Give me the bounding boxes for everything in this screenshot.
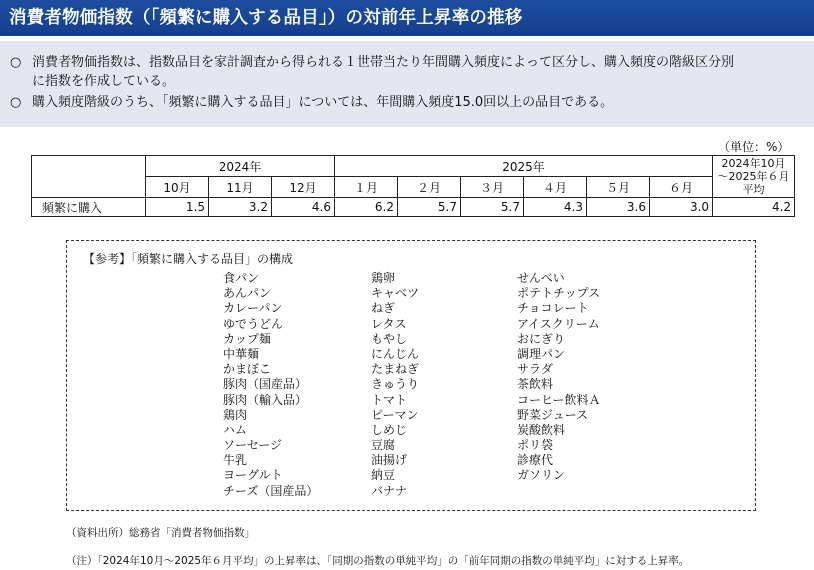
item-list-entry: しめじ	[371, 422, 408, 437]
month-header-row	[32, 177, 795, 198]
bullet-text: 消費者物価指数は、指数品目を家計調査から得られる１世帯当たり年間購入頻度によって区分し、購入頻度の階級区分別	[32, 55, 735, 70]
item-column-1	[223, 271, 318, 499]
item-list-entry: きゅうり	[371, 377, 420, 392]
item-list-entry: ゆでうどん	[223, 316, 284, 331]
bullet-text-cont: に指数を作成している。	[32, 74, 176, 89]
month-header: 11月	[209, 177, 272, 198]
value-cell: 4.3	[524, 198, 587, 217]
row-label: 頻繁に購入	[32, 198, 146, 217]
month-header: ５月	[587, 177, 650, 198]
month-header: 10月	[146, 177, 209, 198]
reference-title: 【参考】「頻繁に購入する品目」の構成	[83, 252, 294, 266]
item-list-entry: にんじん	[371, 346, 420, 361]
item-list-entry: 豚肉（国産品）	[223, 377, 308, 392]
item-list-entry: ねぎ	[371, 301, 396, 316]
value-cell: 4.6	[272, 198, 335, 217]
value-cell: 5.7	[461, 198, 524, 217]
item-list-entry: レタス	[371, 316, 407, 331]
average-value-cell: 4.2	[713, 198, 795, 217]
item-list-entry: ピーマン	[371, 407, 419, 422]
item-list-entry: 鶏肉	[223, 407, 248, 422]
item-list-entry: 鶏卵	[371, 271, 396, 285]
item-list-entry: チョコレート	[517, 301, 589, 316]
year-header-2025: 2025年	[335, 156, 713, 177]
item-list-entry: あんパン	[223, 286, 272, 301]
bullet-text: 購入頻度階級のうち、「頻繁に購入する品目」については、年間購入頻度15.0回以上の品目である。	[32, 95, 614, 110]
item-list-entry: せんべい	[517, 271, 565, 285]
value-cell: 6.2	[335, 198, 398, 217]
summary-box	[0, 41, 814, 127]
item-list-entry: おにぎり	[517, 331, 566, 346]
table-row	[32, 198, 795, 217]
source-note: （資料出所）総務省「消費者物価指数」	[66, 527, 255, 539]
item-list-entry: アイスクリーム	[517, 316, 600, 331]
item-list-entry: 茶飲料	[517, 377, 554, 392]
item-list-entry: 野菜ジュース	[517, 407, 589, 422]
item-list-entry: チーズ（国産品）	[223, 483, 319, 498]
value-cell: 1.5	[146, 198, 209, 217]
value-cell: 3.0	[650, 198, 713, 217]
item-list-entry: 中華麺	[223, 346, 260, 361]
item-list-entry: コーヒー飲料Ａ	[517, 392, 601, 407]
average-header-line: ～2025年６月	[717, 170, 790, 183]
item-list-entry: ハム	[223, 422, 248, 437]
item-list-entry: 油揚げ	[371, 453, 408, 468]
item-list-entry: ソーセージ	[223, 438, 283, 453]
circle-bullet-icon: ○	[10, 55, 22, 70]
item-list-entry: もやし	[371, 331, 408, 346]
month-header: ２月	[398, 177, 461, 198]
item-list-entry: たまねぎ	[371, 362, 420, 377]
month-header: ４月	[524, 177, 587, 198]
value-cell: 3.6	[587, 198, 650, 217]
item-list-entry: 診療代	[517, 453, 554, 468]
inflation-table	[31, 155, 795, 217]
item-list-entry: ポテトチップス	[517, 286, 601, 301]
item-list-entry: 豆腐	[371, 438, 396, 453]
corner-cell	[32, 156, 146, 198]
average-header-line: 2024年10月	[721, 157, 786, 170]
value-cell: 3.2	[209, 198, 272, 217]
item-list-entry: バナナ	[371, 483, 408, 498]
page-title: 消費者物価指数（「頻繁に購入する品目」）の対前年上昇率の推移	[0, 0, 814, 36]
item-list-entry: サラダ	[517, 362, 553, 377]
item-list-entry: 牛乳	[223, 453, 248, 468]
bullet-item	[6, 93, 808, 112]
year-header-row	[32, 156, 795, 177]
reference-box	[66, 240, 756, 511]
item-list-entry: 炭酸飲料	[517, 422, 566, 437]
item-list-entry: 納豆	[371, 468, 396, 483]
item-column-2	[371, 271, 419, 499]
average-header	[713, 156, 795, 198]
item-list-entry: ヨーグルト	[223, 468, 283, 483]
average-header-line: 平均	[742, 183, 765, 196]
item-list-entry: 調理パン	[517, 346, 566, 361]
month-header: １月	[335, 177, 398, 198]
footnote: （注）「2024年10月～2025年６月平均」の上昇率は、「同期の指数の単純平均」の「前年同期の指数の単純平均」に対する上昇率。	[66, 555, 690, 567]
month-header: 12月	[272, 177, 335, 198]
month-header: ３月	[461, 177, 524, 198]
item-list-entry: ポリ袋	[517, 438, 554, 453]
item-column-3	[517, 271, 601, 484]
item-list-entry: カレーパン	[223, 301, 283, 316]
item-list-entry: トマト	[371, 392, 408, 407]
item-list-entry: かまぼこ	[223, 362, 272, 377]
value-cell: 5.7	[398, 198, 461, 217]
circle-bullet-icon: ○	[10, 95, 22, 110]
bullet-item	[6, 53, 808, 91]
item-list-entry: キャベツ	[371, 286, 420, 301]
item-list-entry: 食パン	[223, 271, 260, 285]
item-list-entry: カップ麺	[223, 331, 271, 346]
item-list-entry: ガソリン	[517, 468, 566, 483]
year-header-2024: 2024年	[146, 156, 335, 177]
unit-label: （単位：%）	[718, 140, 790, 154]
month-header: ６月	[650, 177, 713, 198]
item-list-entry: 豚肉（輸入品）	[223, 392, 308, 407]
